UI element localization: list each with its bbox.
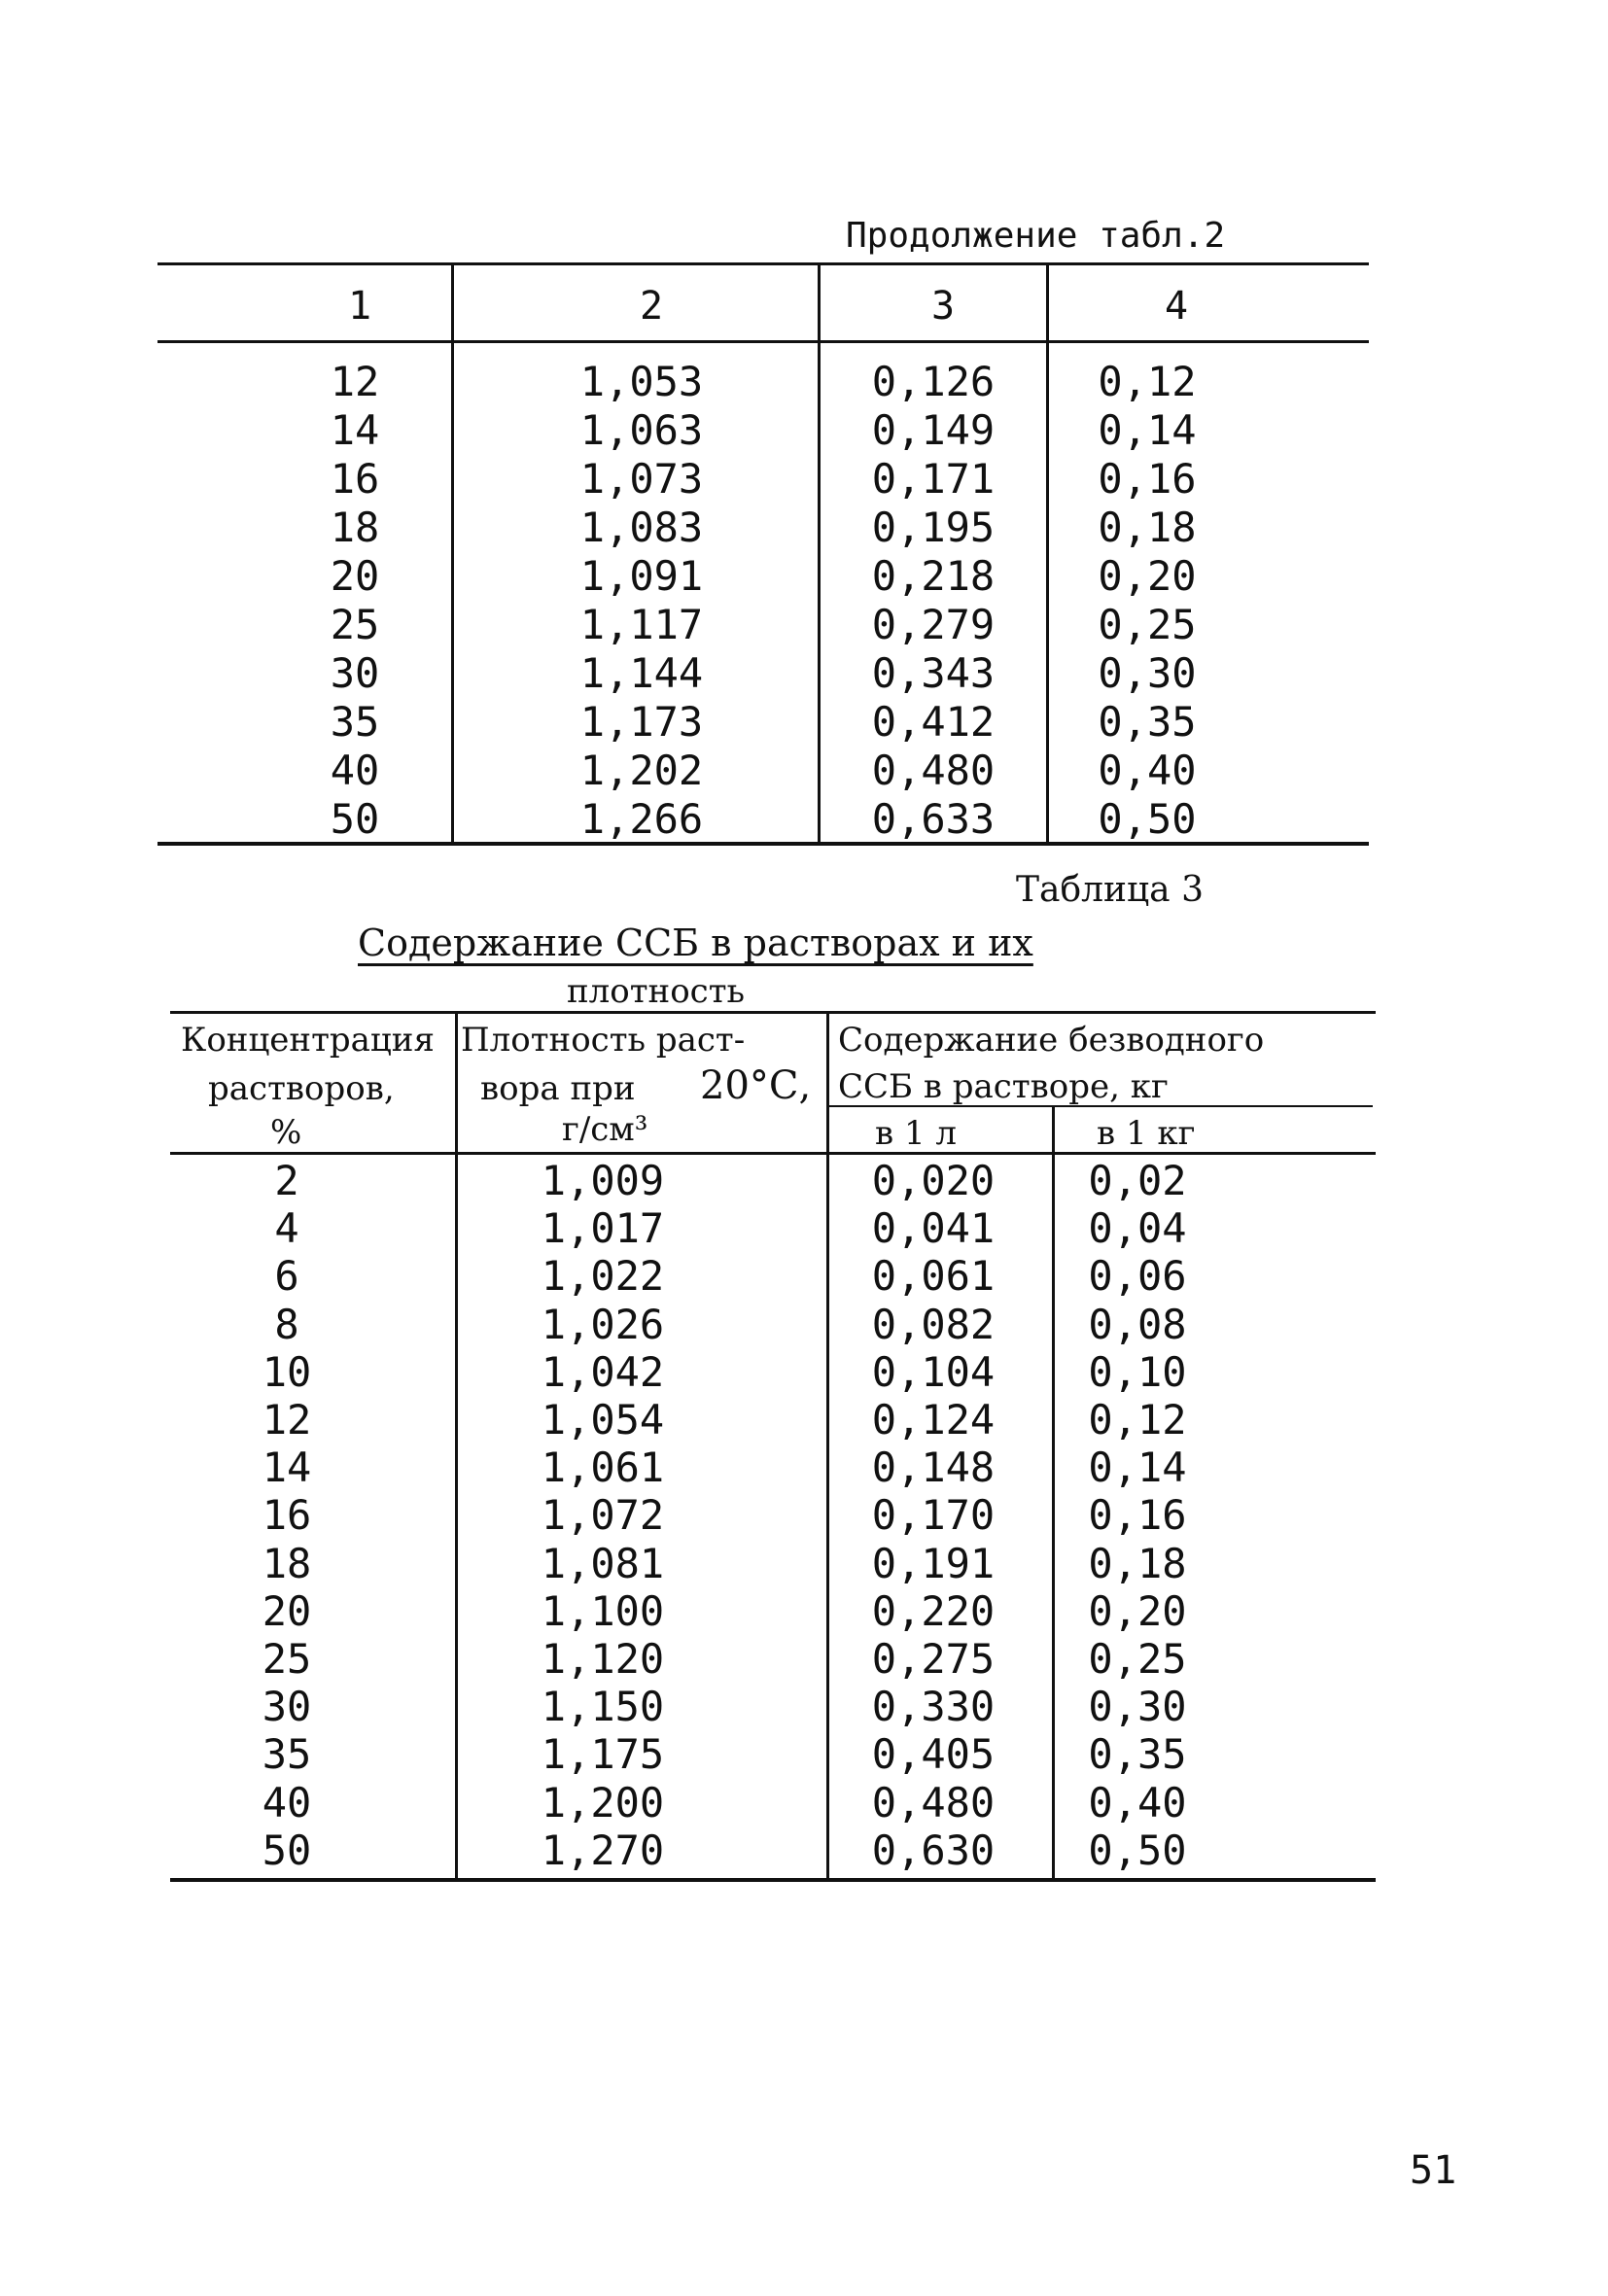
table2-row-7-col-2: 1,144 (579, 649, 704, 697)
table3-row-9-col-2: 1,081 (541, 1539, 665, 1587)
table3-row-15-col-4: 0,50 (1088, 1826, 1187, 1874)
table3-row-13-col-2: 1,175 (541, 1730, 665, 1779)
table3-row-9-col-4: 0,18 (1088, 1539, 1187, 1587)
table3-row-14-col-1: 40 (262, 1778, 312, 1826)
table3-col2-head-temp: 20°С, (700, 1063, 812, 1108)
table3-row-4-col-2: 1,026 (541, 1300, 665, 1348)
table2-row-5-col-4: 0,20 (1098, 552, 1197, 600)
table3-row-9-col-1: 18 (262, 1539, 312, 1587)
table3-row-8-col-3: 0,170 (871, 1491, 996, 1540)
table2-row-10-col-4: 0,50 (1098, 795, 1197, 843)
table3-divider-2 (826, 1013, 829, 1878)
table2-row-6-col-4: 0,25 (1098, 601, 1197, 648)
table3-row-6-col-2: 1,054 (541, 1396, 665, 1444)
table2-row-1-col-2: 1,053 (579, 358, 704, 405)
table3-row-6-col-4: 0,12 (1088, 1396, 1187, 1444)
table3-col3-sub-2: в 1 кг (1097, 1114, 1196, 1153)
table3-row-13-col-1: 35 (262, 1730, 312, 1779)
table2-row-2-col-4: 0,14 (1098, 406, 1197, 454)
table3-row-11-col-1: 25 (262, 1635, 312, 1683)
table3-row-5-col-4: 0,10 (1088, 1347, 1187, 1396)
table3-row-4-col-1: 8 (274, 1300, 299, 1348)
table2-row-3-col-2: 1,073 (579, 455, 704, 503)
table2-row-7-col-3: 0,343 (871, 649, 996, 697)
table3-row-2-col-1: 4 (274, 1204, 299, 1253)
table2-row-6-col-1: 25 (330, 601, 380, 648)
table2-row-2-col-1: 14 (330, 406, 380, 454)
table3-row-1-col-4: 0,02 (1088, 1157, 1187, 1204)
table2-divider-1 (451, 264, 454, 844)
table3-row-15-col-1: 50 (262, 1826, 312, 1874)
table3-row-5-col-1: 10 (262, 1347, 312, 1396)
table3-col2-head-line1: Плотность раст- (461, 1021, 746, 1060)
table2-row-9-col-2: 1,202 (579, 747, 704, 794)
table2-row-2-col-2: 1,063 (579, 406, 704, 454)
table3-row-15-col-2: 1,270 (541, 1826, 665, 1874)
table3-row-12-col-2: 1,150 (541, 1683, 665, 1731)
table3-row-6-col-1: 12 (262, 1396, 312, 1444)
table3-row-6-col-3: 0,124 (871, 1396, 996, 1444)
table2-row-8-col-4: 0,35 (1098, 698, 1197, 746)
table3-row-5-col-3: 0,104 (871, 1347, 996, 1396)
table3-row-7-col-2: 1,061 (541, 1444, 665, 1492)
table3-col3-group-line1: Содержание безводного (838, 1021, 1265, 1060)
table3-row-3-col-2: 1,022 (541, 1252, 665, 1301)
table2-row-8-col-2: 1,173 (579, 698, 704, 746)
table2-top-rule (157, 262, 1369, 265)
table2-row-2-col-3: 0,149 (871, 406, 996, 454)
table2-row-9-col-3: 0,480 (871, 747, 996, 794)
table2-row-10-col-3: 0,633 (871, 795, 996, 843)
table3-row-12-col-1: 30 (262, 1683, 312, 1731)
table3-row-3-col-4: 0,06 (1088, 1252, 1187, 1301)
table3-title-cont: плотность (567, 972, 746, 1011)
table2-row-5-col-2: 1,091 (579, 552, 704, 600)
table2-divider-3 (1046, 264, 1049, 844)
table3-row-2-col-4: 0,04 (1088, 1204, 1187, 1253)
table2-row-6-col-2: 1,117 (579, 601, 704, 648)
table3-row-10-col-3: 0,220 (871, 1586, 996, 1635)
table2-row-1-col-1: 12 (330, 358, 380, 405)
table2-row-8-col-1: 35 (330, 698, 380, 746)
table3-row-13-col-4: 0,35 (1088, 1730, 1187, 1779)
table3-top-rule (170, 1011, 1376, 1014)
table3-label: Таблица 3 (1016, 870, 1204, 910)
table2-header-1: 1 (347, 284, 372, 329)
table2-row-4-col-4: 0,18 (1098, 504, 1197, 551)
table3-col2-head-line2: вора при (480, 1069, 636, 1108)
table3-row-8-col-4: 0,16 (1088, 1491, 1187, 1540)
table2-row-7-col-1: 30 (330, 649, 380, 697)
table3-col3-group-line2: ССБ в растворе, кг (838, 1067, 1169, 1106)
table2-row-3-col-1: 16 (330, 455, 380, 503)
table2-header-2: 2 (639, 284, 664, 329)
table2-caption: Продолжение табл.2 (846, 216, 1226, 256)
table3-row-7-col-4: 0,14 (1088, 1444, 1187, 1492)
table3-row-1-col-1: 2 (274, 1157, 299, 1204)
table3-col1-head-line2: растворов, (208, 1069, 395, 1108)
table3-row-15-col-3: 0,630 (871, 1826, 996, 1874)
table3-row-5-col-2: 1,042 (541, 1347, 665, 1396)
table3-row-11-col-3: 0,275 (871, 1635, 996, 1683)
table3-col2-head-line3: г/см³ (562, 1110, 648, 1149)
table3-row-2-col-2: 1,017 (541, 1204, 665, 1253)
table3-title: Содержание ССБ в растворах и их (358, 922, 1033, 964)
table2-row-7-col-4: 0,30 (1098, 649, 1197, 697)
table2-header-rule (157, 340, 1369, 343)
table3-row-1-col-3: 0,020 (871, 1157, 996, 1204)
table2-row-4-col-2: 1,083 (579, 504, 704, 551)
table3-row-8-col-2: 1,072 (541, 1491, 665, 1540)
table3-row-11-col-4: 0,25 (1088, 1635, 1187, 1683)
table3-row-4-col-3: 0,082 (871, 1300, 996, 1348)
table3-row-3-col-3: 0,061 (871, 1252, 996, 1301)
table2-row-8-col-3: 0,412 (871, 698, 996, 746)
table3-row-7-col-1: 14 (262, 1444, 312, 1492)
table3-col3-sub-1: в 1 л (875, 1114, 957, 1153)
table3-bottom-rule (170, 1878, 1376, 1882)
table2-row-10-col-1: 50 (330, 795, 380, 843)
table2-row-1-col-4: 0,12 (1098, 358, 1197, 405)
table3-divider-3 (1052, 1106, 1055, 1878)
table3-row-10-col-2: 1,100 (541, 1586, 665, 1635)
page-number: 51 (1410, 2148, 1457, 2193)
table2-header-4: 4 (1164, 284, 1189, 329)
table3-row-13-col-3: 0,405 (871, 1730, 996, 1779)
table3-row-14-col-3: 0,480 (871, 1778, 996, 1826)
table2-row-5-col-1: 20 (330, 552, 380, 600)
table3-col1-head-line1: Концентрация (181, 1021, 435, 1060)
table3-row-1-col-2: 1,009 (541, 1157, 665, 1204)
table2-row-3-col-4: 0,16 (1098, 455, 1197, 503)
table2-row-6-col-3: 0,279 (871, 601, 996, 648)
table3-row-10-col-4: 0,20 (1088, 1586, 1187, 1635)
table2-row-4-col-1: 18 (330, 504, 380, 551)
table3-row-14-col-4: 0,40 (1088, 1778, 1187, 1826)
table3-row-10-col-1: 20 (262, 1586, 312, 1635)
table3-row-7-col-3: 0,148 (871, 1444, 996, 1492)
table3-row-11-col-2: 1,120 (541, 1635, 665, 1683)
table2-row-5-col-3: 0,218 (871, 552, 996, 600)
table3-row-12-col-3: 0,330 (871, 1683, 996, 1731)
table3-row-14-col-2: 1,200 (541, 1778, 665, 1826)
table2-divider-2 (818, 264, 821, 844)
table3-col1-head-line3: % (270, 1113, 302, 1152)
table3-row-3-col-1: 6 (274, 1252, 299, 1301)
table3-divider-1 (455, 1013, 458, 1878)
table2-row-10-col-2: 1,266 (579, 795, 704, 843)
table3-row-4-col-4: 0,08 (1088, 1300, 1187, 1348)
table2-row-4-col-3: 0,195 (871, 504, 996, 551)
table3-row-9-col-3: 0,191 (871, 1539, 996, 1587)
table3-row-2-col-3: 0,041 (871, 1204, 996, 1253)
table2-row-9-col-1: 40 (330, 747, 380, 794)
table3-row-8-col-1: 16 (262, 1491, 312, 1540)
table3-row-12-col-4: 0,30 (1088, 1683, 1187, 1731)
table2-row-3-col-3: 0,171 (871, 455, 996, 503)
table2-row-1-col-3: 0,126 (871, 358, 996, 405)
table2-header-3: 3 (930, 284, 956, 329)
table2-row-9-col-4: 0,40 (1098, 747, 1197, 794)
